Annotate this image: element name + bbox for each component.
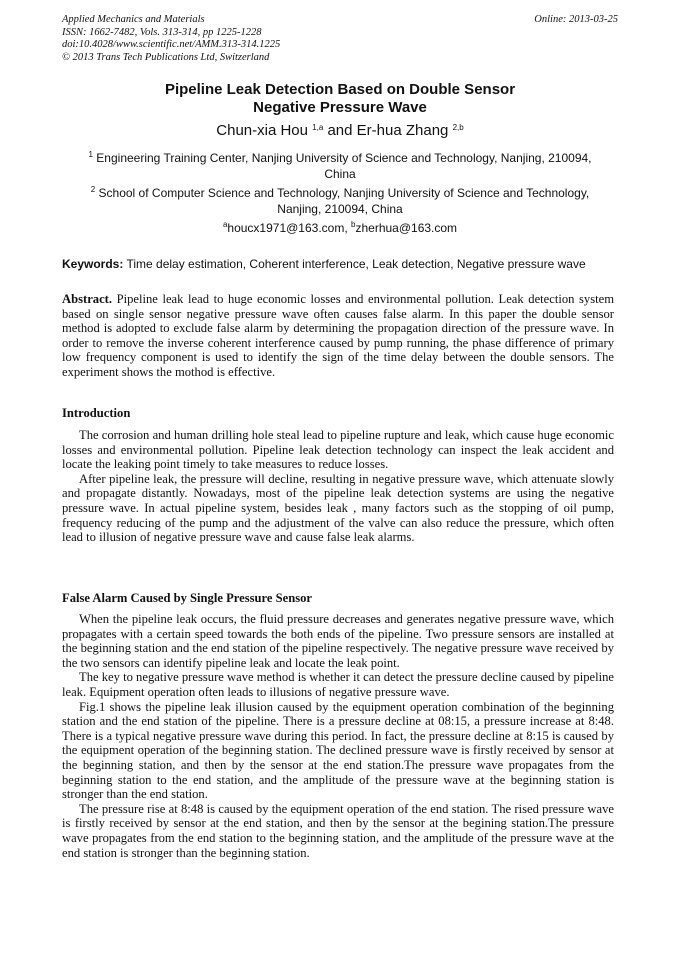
running-header [62,14,618,64]
paper-title [62,81,618,117]
author-2: Er-hua Zhang [356,122,449,139]
affiliation-2-line-1: School of Computer Science and Technology, Nanjing University of Science and Technology, [98,186,590,200]
false-alarm-paragraph-3: Fig.1 shows the pipeline leak illusion caused by the equipment operation combination of the beginning station and the end station of the pipeline. There is a pressure decline at 08:15, a pressure increase at 8:48. There is a typical negative pressure wave during this period. In fact, the pressure decline at 8:15 is caused by the equipment operation of the beginning station. The declined pressure wave is firstly received by sensor at the beginning station, and then by the sensor at the end station.The pressure wave propagates from the beginning station to the end station, and the amplitude of the pressure wave at the beginning station is stronger than the end station. [62,699,614,802]
affiliation-1-line-2: China [324,167,356,181]
issn-line: ISSN: 1662-7482, Vols. 313-314, pp 1225-1228 [62,26,262,38]
keywords [62,257,618,272]
false-alarm-heading: False Alarm Caused by Single Pressure Sensor [62,591,313,605]
abstract [62,292,614,380]
false-alarm-paragraph-2: The key to negative pressure wave method is whether it can detect the pressure decline caused by pipeline leak. Equipment operation often leads to illusions of negative pressure wave. [62,670,614,699]
keywords-label: Keywords: [62,257,124,271]
author-conjunction: and [327,122,353,139]
author-line [62,122,618,140]
author-2-marker: 2,b [452,123,464,132]
title-line-2: Negative Pressure Wave [253,99,427,116]
affiliation-2-line-2: Nanjing, 210094, China [277,202,403,216]
email-a-marker: a [222,220,228,229]
email-b[interactable]: zherhua@163.com [355,221,458,235]
false-alarm-body [62,612,614,860]
introduction-paragraph-2: After pipeline leak, the pressure will decline, resulting in negative pressure wave, which attenuate slowly and propagate distantly. Nowadays, most of the pipeline leak detection systems are using the negative pressure wave. In actual pipeline system, besides leak , many factors such as the stopping of oil pump, frequency reducing of the pump and the adjustment of the valve can also reduce the pressure, which often lead to illusion of negative pressure wave and cause false leak alarms. [62,471,614,545]
affiliation-2 [62,185,618,217]
affiliation-1-line-1: Engineering Training Center, Nanjing University of Science and Technology, Nanjing, 210094, [96,151,592,165]
journal-name: Applied Mechanics and Materials [62,14,205,25]
online-date: Online: 2013-03-25 [534,14,618,25]
title-line-1: Pipeline Leak Detection Based on Double Sensor [164,81,516,98]
keywords-text: Time delay estimation, Coherent interference, Leak detection, Negative pressure wave [126,257,586,271]
abstract-label: Abstract. [62,292,113,306]
email-b-marker: b [351,220,356,229]
affiliation-1 [62,150,618,182]
introduction-body [62,428,614,545]
abstract-text: Pipeline leak lead to huge economic losses and environmental pollution. Leak detection system based on single sensor negative pressure wave often causes false alarm. In this paper the double sensor method is adopted to exclude false alarm by determining the propagation direction of the pressure wave. In order to remove the inverse coherent interference caused by pump running, the phase difference of primary low frequency component is used to identify the sign of the time delay between the double sensors. The experiment shows the mothod is effective. [62,292,615,379]
introduction-heading: Introduction [62,406,131,420]
false-alarm-paragraph-1: When the pipeline leak occurs, the fluid pressure decreases and generates negative pressure wave, which propagates with a certain speed towards the both ends of the pipeline. Two pressure sensors are installed at the beginning station and the end station of the pipeline respectively. The negative pressure wave received by the two sensors can identify pipeline leak and locate the leak point. [62,612,614,670]
affiliation-1-number: 1 [88,150,93,159]
false-alarm-paragraph-4: The pressure rise at 8:48 is caused by the equipment operation of the end station. The rised pressure wave is firstly received by sensor at the end station, and then by the sensor at the begining station.The pressure wave propagates from the end station to the beginning station, and the amplitude of the pressure wave at the end station is stronger than the beginning station. [62,801,614,860]
email-line [62,220,618,236]
copyright-line: © 2013 Trans Tech Publications Ltd, Switzerland [62,51,270,63]
affiliation-2-number: 2 [90,185,96,194]
author-1-marker: 1,a [312,123,324,132]
introduction-paragraph-1: The corrosion and human drilling hole steal lead to pipeline rupture and leak, which cause huge economic losses and environmental pollution. Pipeline leak detection technology can inspect the leak accident and locate the leaking point timely to take measures to reduce losses. [62,428,614,472]
doi-line: doi:10.4028/www.scientific.net/AMM.313-314.1225 [62,39,281,50]
email-a[interactable]: houcx1971@163.com, [227,221,348,235]
author-1: Chun-xia Hou [216,122,308,139]
